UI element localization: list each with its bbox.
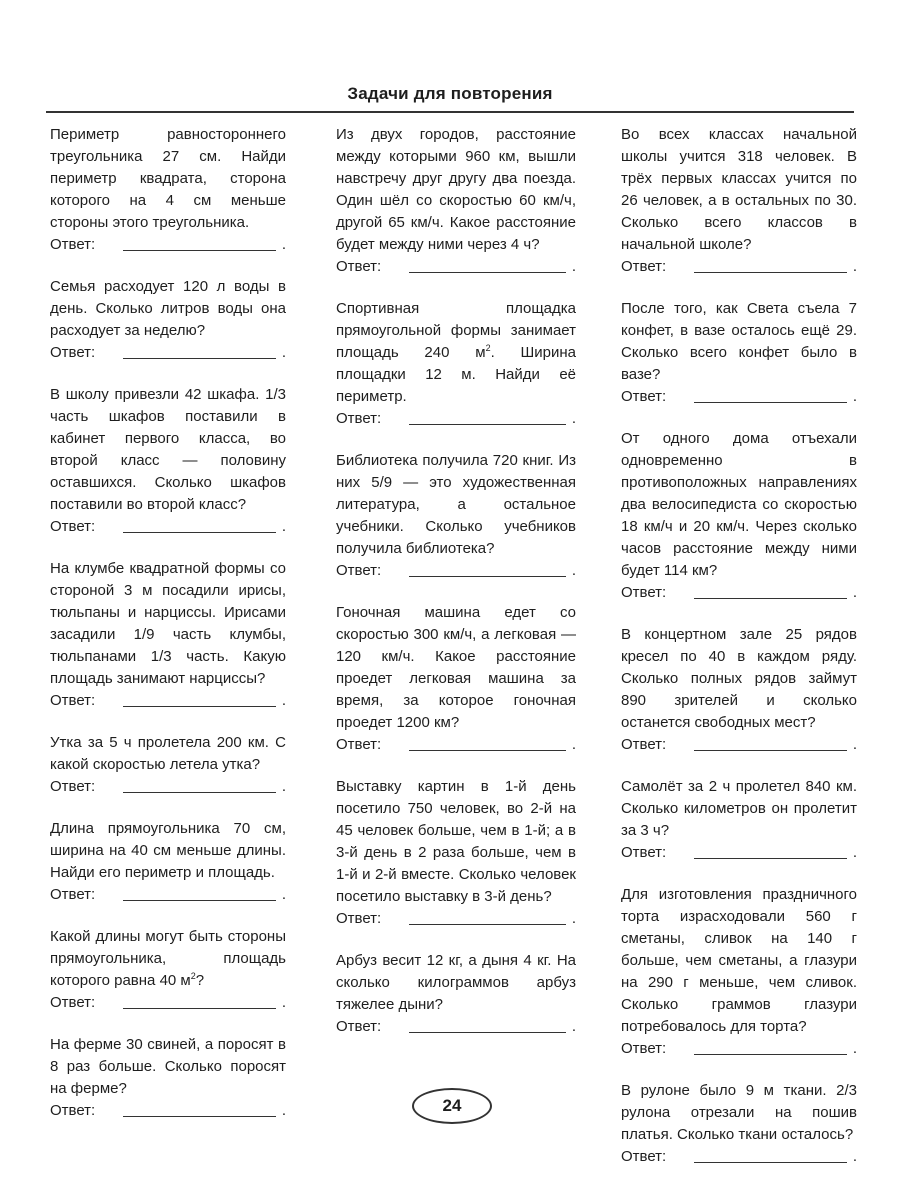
problem-statement-end: . Ширина площадки 12 м. Найди её периметр. xyxy=(336,344,577,405)
answer-row xyxy=(621,734,857,756)
problem-text xyxy=(621,884,857,1038)
answer-period: . xyxy=(281,692,286,709)
problem-item xyxy=(621,776,857,864)
problem-item xyxy=(621,884,857,1060)
answer-row xyxy=(50,234,286,256)
problem-text xyxy=(621,624,857,734)
answer-label: Ответ: xyxy=(50,236,96,253)
problem-text xyxy=(50,124,286,234)
answer-blank xyxy=(694,401,847,403)
answer-blank xyxy=(123,1115,276,1117)
column-middle xyxy=(336,124,576,1058)
answer-period: . xyxy=(281,344,286,361)
answer-blank xyxy=(694,749,847,751)
problem-text xyxy=(336,450,576,560)
problem-statement: Библиотека получила 720 книг. Из них 5/9 — это художественная литература, а остальное учебники. Сколько учебников получила библиотека? xyxy=(336,452,576,557)
problem-statement: На клумбе квадратной формы со стороной 3 м посадили ирисы, тюльпаны и нарциссы. Ирисами засадили 1/9 часть клумбы, тюльпанами 1/3 часть. Какую площадь занимают нарциссы? xyxy=(50,560,286,687)
problem-statement: В рулоне было 9 м ткани. 2/3 рулона отрезали на пошив платья. Сколько ткани осталось? xyxy=(621,1082,857,1143)
answer-label: Ответ: xyxy=(50,344,96,361)
answer-period: . xyxy=(281,886,286,903)
problem-statement: Какой длины могут быть стороны прямоугольника, площадь которого равна 40 м xyxy=(50,928,286,989)
answer-period: . xyxy=(852,1148,857,1165)
answer-row xyxy=(50,516,286,538)
answer-period: . xyxy=(852,1040,857,1057)
problem-statement: В концертном зале 25 рядов кресел по 40 в каждом ряду. Сколько полных рядов займут 890 зрителей и сколько останется свободных мест? xyxy=(621,626,857,731)
answer-label: Ответ: xyxy=(336,258,382,275)
answer-label: Ответ: xyxy=(621,1148,667,1165)
answer-blank xyxy=(409,271,566,273)
problem-item xyxy=(336,124,576,278)
answer-blank xyxy=(409,749,566,751)
answer-period: . xyxy=(852,736,857,753)
problem-text xyxy=(336,124,576,256)
answer-period: . xyxy=(281,1102,286,1119)
problem-text xyxy=(621,124,857,256)
problem-text xyxy=(50,818,286,884)
page-title: Задачи для повторения xyxy=(347,84,553,103)
problem-text xyxy=(336,950,576,1016)
problem-text xyxy=(50,384,286,516)
problem-item xyxy=(50,1034,286,1122)
problem-item xyxy=(621,298,857,408)
problem-statement: Семья расходует 120 л воды в день. Сколько литров воды она расходует за неделю? xyxy=(50,278,286,339)
answer-row xyxy=(50,776,286,798)
answer-label: Ответ: xyxy=(336,910,382,927)
answer-label: Ответ: xyxy=(336,736,382,753)
problem-item xyxy=(621,1080,857,1168)
answer-period: . xyxy=(571,562,576,579)
problem-item xyxy=(621,124,857,278)
problem-item xyxy=(50,124,286,256)
problem-statement: Гоночная машина едет со скоростью 300 км/ч, а легковая — 120 км/ч. Какое расстояние проедет легковая машина за время, за которое гоночная проедет 1200 км? xyxy=(336,604,576,731)
answer-row xyxy=(50,1100,286,1122)
answer-blank xyxy=(409,575,566,577)
problem-text xyxy=(336,602,576,734)
answer-blank xyxy=(409,923,566,925)
answer-label: Ответ: xyxy=(50,518,96,535)
answer-row xyxy=(336,256,576,278)
problem-text xyxy=(621,298,857,386)
problem-statement: Утка за 5 ч пролетела 200 км. С какой скоростью летела утка? xyxy=(50,734,286,773)
answer-blank xyxy=(694,1053,847,1055)
answer-blank xyxy=(409,1031,566,1033)
answer-blank xyxy=(694,857,847,859)
answer-label: Ответ: xyxy=(621,844,667,861)
answer-label: Ответ: xyxy=(621,584,667,601)
problem-item xyxy=(50,732,286,798)
title-underline xyxy=(46,111,854,113)
answer-row xyxy=(621,1146,857,1168)
problem-text xyxy=(50,732,286,776)
problem-item xyxy=(336,602,576,756)
problem-item xyxy=(50,558,286,712)
answer-row xyxy=(50,992,286,1014)
problem-text xyxy=(621,1080,857,1146)
answer-row xyxy=(336,560,576,582)
answer-period: . xyxy=(571,910,576,927)
answer-blank xyxy=(694,597,847,599)
answer-row xyxy=(621,386,857,408)
problem-statement: На ферме 30 свиней, а поросят в 8 раз больше. Сколько поросят на ферме? xyxy=(50,1036,286,1097)
answer-row xyxy=(336,1016,576,1038)
problem-statement: Во всех классах начальной школы учится 318 человек. В трёх первых классах учится по 26 человек, а в остальных по 30. Сколько всего классов в начальной школе? xyxy=(621,126,857,253)
answer-blank xyxy=(123,705,276,707)
answer-label: Ответ: xyxy=(621,258,667,275)
answer-blank xyxy=(123,357,276,359)
answer-row xyxy=(50,690,286,712)
answer-blank xyxy=(123,249,276,251)
problem-statement: Для изготовления праздничного торта израсходовали 560 г сметаны, сливок на 140 г больше, чем сметаны, а глазури на 290 г меньше, чем сливок. Сколько граммов глазури потребовалось для торта? xyxy=(621,886,857,1035)
answer-row xyxy=(50,342,286,364)
problem-statement-end: ? xyxy=(195,972,205,989)
answer-period: . xyxy=(852,584,857,601)
answer-period: . xyxy=(281,994,286,1011)
problem-text xyxy=(50,926,286,992)
problem-statement: Выставку картин в 1-й день посетило 750 человек, во 2-й на 45 человек больше, чем в 1-й; а в 3-й день в 2 раза больше, чем в 1-й и 2-й вместе. Сколько человек посетило выставку в 3-й день? xyxy=(336,778,576,905)
answer-period: . xyxy=(571,736,576,753)
answer-row xyxy=(50,884,286,906)
answer-period: . xyxy=(571,1018,576,1035)
answer-blank xyxy=(123,899,276,901)
problem-item xyxy=(336,776,576,930)
problem-statement: Длина прямоугольника 70 см, ширина на 40 см меньше длины. Найди его периметр и площадь. xyxy=(50,820,286,881)
problem-item xyxy=(50,926,286,1014)
problem-text xyxy=(336,776,576,908)
answer-label: Ответ: xyxy=(336,1018,382,1035)
answer-label: Ответ: xyxy=(50,692,96,709)
problem-statement: Самолёт за 2 ч пролетел 840 км. Сколько километров он пролетит за 3 ч? xyxy=(621,778,857,839)
answer-period: . xyxy=(852,258,857,275)
column-right xyxy=(621,124,857,1188)
answer-label: Ответ: xyxy=(50,994,96,1011)
answer-period: . xyxy=(571,258,576,275)
answer-label: Ответ: xyxy=(621,388,667,405)
problem-text xyxy=(336,298,576,408)
problem-text xyxy=(621,776,857,842)
problem-item xyxy=(621,624,857,756)
answer-period: . xyxy=(852,388,857,405)
problem-text xyxy=(50,276,286,342)
answer-blank xyxy=(123,531,276,533)
problem-text xyxy=(50,1034,286,1100)
answer-period: . xyxy=(281,778,286,795)
problem-statement: После того, как Света съела 7 конфет, в вазе осталось ещё 29. Сколько всего конфет было в вазе? xyxy=(621,300,857,383)
answer-period: . xyxy=(571,410,576,427)
answer-row xyxy=(336,734,576,756)
problem-statement: От одного дома отъехали одновременно в противоположных направлениях два велосипедиста со скоростью 18 км/ч и 20 км/ч. Через сколько часов расстояние между ними будет 114 км? xyxy=(621,430,857,579)
problem-text xyxy=(50,558,286,690)
problem-statement: Из двух городов, расстояние между которыми 960 км, вышли навстречу друг другу два поезда. Один шёл со скоростью 60 км/ч, другой 65 км/ч. Какое расстояние будет между ними через 4 ч? xyxy=(336,126,576,253)
answer-label: Ответ: xyxy=(50,1102,96,1119)
answer-label: Ответ: xyxy=(50,778,96,795)
page-number: 24 xyxy=(412,1088,492,1124)
superscript: 2 xyxy=(485,343,491,353)
answer-blank xyxy=(694,1161,847,1163)
answer-label: Ответ: xyxy=(336,562,382,579)
answer-row xyxy=(336,408,576,430)
answer-row xyxy=(621,842,857,864)
problem-statement: Периметр равностороннего треугольника 27 см. Найди периметр квадрата, сторона которого на 4 см меньше стороны этого треугольника. xyxy=(50,126,286,231)
answer-row xyxy=(621,1038,857,1060)
answer-blank xyxy=(409,423,566,425)
answer-blank xyxy=(694,271,847,273)
answer-label: Ответ: xyxy=(621,1040,667,1057)
answer-row xyxy=(621,256,857,278)
answer-row xyxy=(336,908,576,930)
answer-label: Ответ: xyxy=(336,410,382,427)
problem-item xyxy=(336,450,576,582)
problem-statement: Арбуз весит 12 кг, а дыня 4 кг. На сколько килограммов арбуз тяжелее дыни? xyxy=(336,952,576,1013)
problem-item xyxy=(50,276,286,364)
problem-item xyxy=(336,950,576,1038)
column-left xyxy=(50,124,286,1142)
answer-period: . xyxy=(281,518,286,535)
problem-item xyxy=(50,384,286,538)
problem-item xyxy=(50,818,286,906)
answer-row xyxy=(621,582,857,604)
problem-text xyxy=(621,428,857,582)
answer-period: . xyxy=(852,844,857,861)
answer-label: Ответ: xyxy=(621,736,667,753)
problem-statement: Спортивная площадка прямоугольной формы занимает площадь 240 м xyxy=(336,300,576,361)
answer-label: Ответ: xyxy=(50,886,96,903)
answer-blank xyxy=(123,791,276,793)
superscript: 2 xyxy=(190,971,196,981)
problem-item xyxy=(336,298,576,430)
answer-blank xyxy=(123,1007,276,1009)
answer-period: . xyxy=(281,236,286,253)
problem-item xyxy=(621,428,857,604)
problem-statement: В школу привезли 42 шкафа. 1/3 часть шкафов поставили в кабинет первого класса, во второй класс — половину оставшихся. Сколько шкафов поставили во второй класс? xyxy=(50,386,286,513)
